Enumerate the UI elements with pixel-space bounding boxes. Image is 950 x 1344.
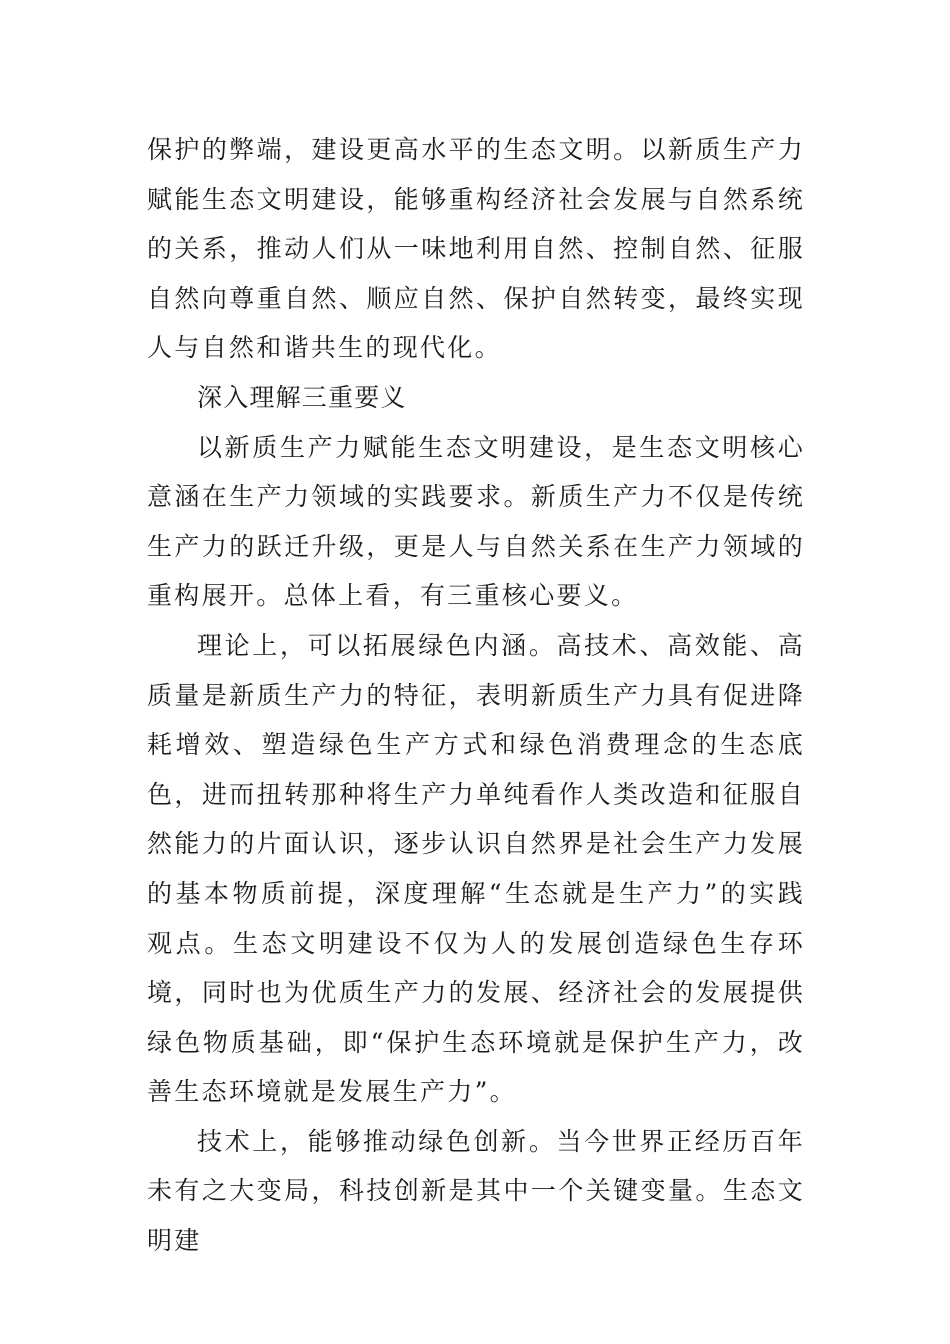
document-body — [147, 125, 805, 1266]
paragraph-continuation: 保护的弊端，建设更高水平的生态文明。以新质生产力赋能生态文明建设，能够重构经济社会发展与自然系统的关系，推动人们从一味地利用自然、控制自然、征服自然向尊重自然、顺应自然、保护自然转变，最终实现人与自然和谐共生的现代化。 — [147, 135, 805, 363]
paragraph-intro: 以新质生产力赋能生态文明建设，是生态文明核心意涵在生产力领域的实践要求。新质生产力不仅是传统生产力的跃迁升级，更是人与自然关系在生产力领域的重构展开。总体上看，有三重核心要义。 — [147, 432, 805, 611]
paragraph-technology: 技术上，能够推动绿色创新。当今世界正经历百年未有之大变局，科技创新是其中一个关键变量。生态文明建 — [147, 1126, 805, 1256]
paragraph-theory: 理论上，可以拓展绿色内涵。高技术、高效能、高质量是新质生产力的特征，表明新质生产力具有促进降耗增效、塑造绿色生产方式和绿色消费理念的生态底色，进而扭转那种将生产力单纯看作人类改造和征服自然能力的片面认识，逐步认识自然界是社会生产力发展的基本物质前提，深度理解“生态就是生产力”的实践观点。生态文明建设不仅为人的发展创造绿色生存环境，同时也为优质生产力的发展、经济社会的发展提供绿色物质基础，即“保护生态环境就是保护生产力，改善生态环境就是发展生产力”。 — [147, 630, 805, 1107]
section-heading: 深入理解三重要义 — [197, 382, 407, 412]
